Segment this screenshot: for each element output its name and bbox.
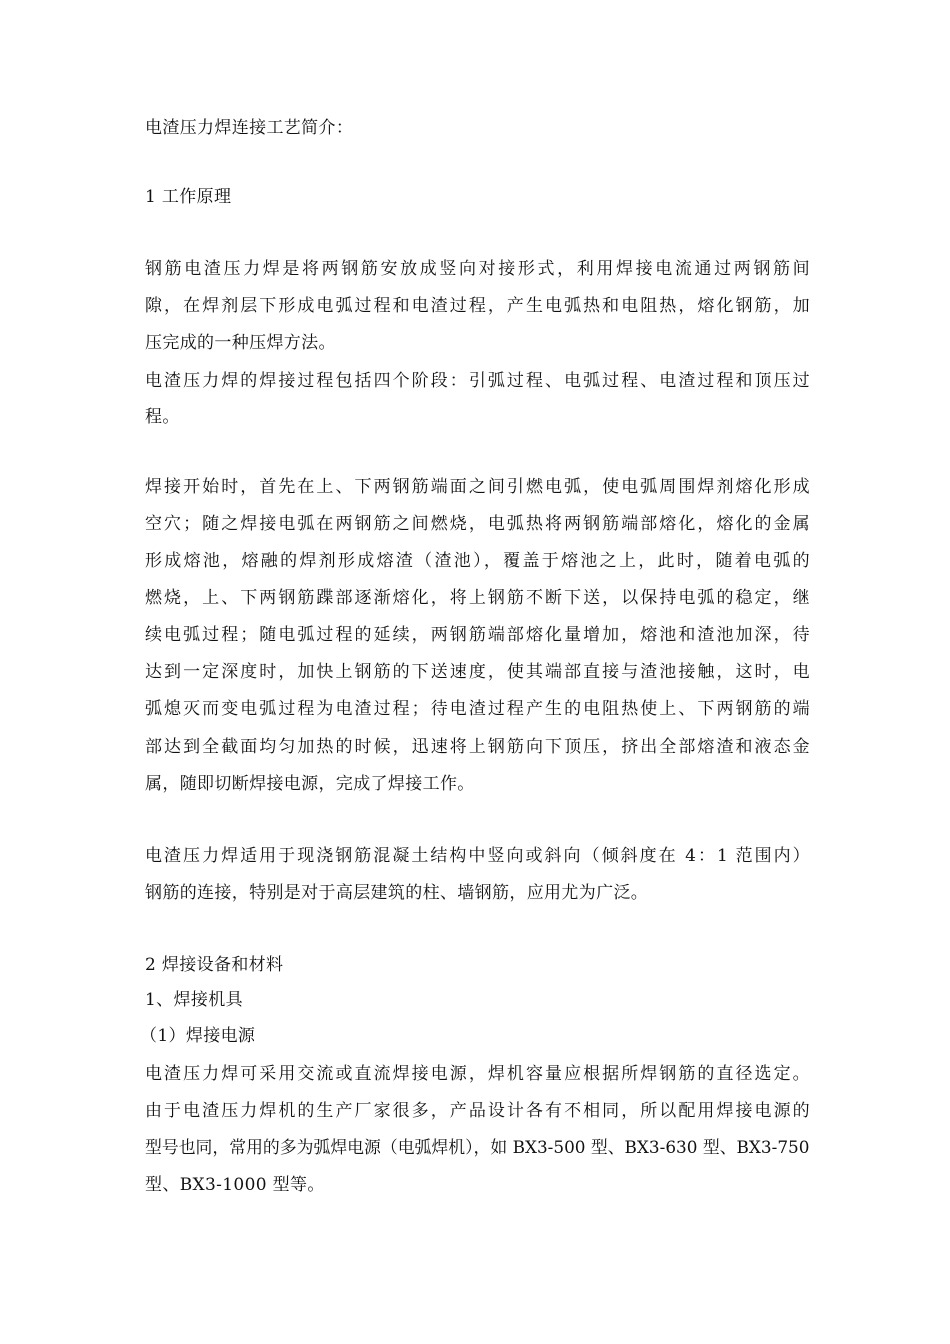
paragraph-line: 型、BX3-1000 型等。	[145, 1175, 325, 1195]
paragraph-line: 达到一定深度时，加快上钢筋的下送速度，使其端部直接与渣池接触，这时，电	[145, 662, 810, 682]
paragraph-line: 形成熔池，熔融的焊剂形成熔渣（渣池），覆盖于熔池之上，此时，随着电弧的	[145, 551, 810, 571]
paragraph-line: 焊接开始时，首先在上、下两钢筋端面之间引燃电弧，使电弧周围焊剂熔化形成	[145, 477, 810, 497]
section-heading-equipment: 2 焊接设备和材料	[145, 955, 284, 975]
paragraph-line: 钢筋的连接，特别是对于高层建筑的柱、墙钢筋，应用尤为广泛。	[145, 883, 649, 903]
paragraph-line: 由于电渣压力焊机的生产厂家很多，产品设计各有不相同，所以配用焊接电源的	[145, 1101, 810, 1121]
paragraph-line: 电渣压力焊适用于现浇钢筋混凝土结构中竖向或斜向（倾斜度在 4：1 范围内）	[145, 846, 810, 866]
paragraph-line: 属，随即切断焊接电源，完成了焊接工作。	[145, 774, 475, 794]
section-heading-working-principle: 1 工作原理	[145, 187, 232, 207]
paragraph-line: 电渣压力焊可采用交流或直流焊接电源，焊机容量应根据所焊钢筋的直径选定。	[145, 1064, 810, 1084]
paragraph-line: 钢筋电渣压力焊是将两钢筋安放成竖向对接形式，利用焊接电流通过两钢筋间	[145, 259, 810, 279]
paragraph-line: 型号也同，常用的多为弧焊电源（电弧焊机），如 BX3-500 型、BX3-630 型、BX3-750	[145, 1138, 810, 1158]
paragraph-line: 电渣压力焊的焊接过程包括四个阶段：引弧过程、电弧过程、电渣过程和顶压过	[145, 371, 810, 391]
paragraph-line: 空穴；随之焊接电弧在两钢筋之间燃烧，电弧热将两钢筋端部熔化，熔化的金属	[145, 514, 810, 534]
paragraph-line: 程。	[145, 407, 180, 427]
paragraph-line: 隙，在焊剂层下形成电弧过程和电渣过程，产生电弧热和电阻热，熔化钢筋，加	[145, 296, 810, 316]
paragraph-line: 压完成的一种压焊方法。	[145, 333, 336, 353]
paragraph-line: 续电弧过程；随电弧过程的延续，两钢筋端部熔化量增加，熔池和渣池加深，待	[145, 625, 810, 645]
subsection-heading: 1、焊接机具	[145, 990, 243, 1010]
paragraph-line: 弧熄灭而变电弧过程为电渣过程；待电渣过程产生的电阻热使上、下两钢筋的端	[145, 699, 810, 719]
paragraph-line: 燃烧，上、下两钢筋蹀部逐渐熔化，将上钢筋不断下送，以保持电弧的稳定，继	[145, 588, 810, 608]
document-title: 电渣压力焊连接工艺简介：	[145, 118, 354, 138]
paragraph-line: 部达到全截面均匀加热的时候，迅速将上钢筋向下顶压，挤出全部熔渣和液态金	[145, 737, 810, 757]
subsection-item-heading: （1）焊接电源	[140, 1026, 256, 1046]
